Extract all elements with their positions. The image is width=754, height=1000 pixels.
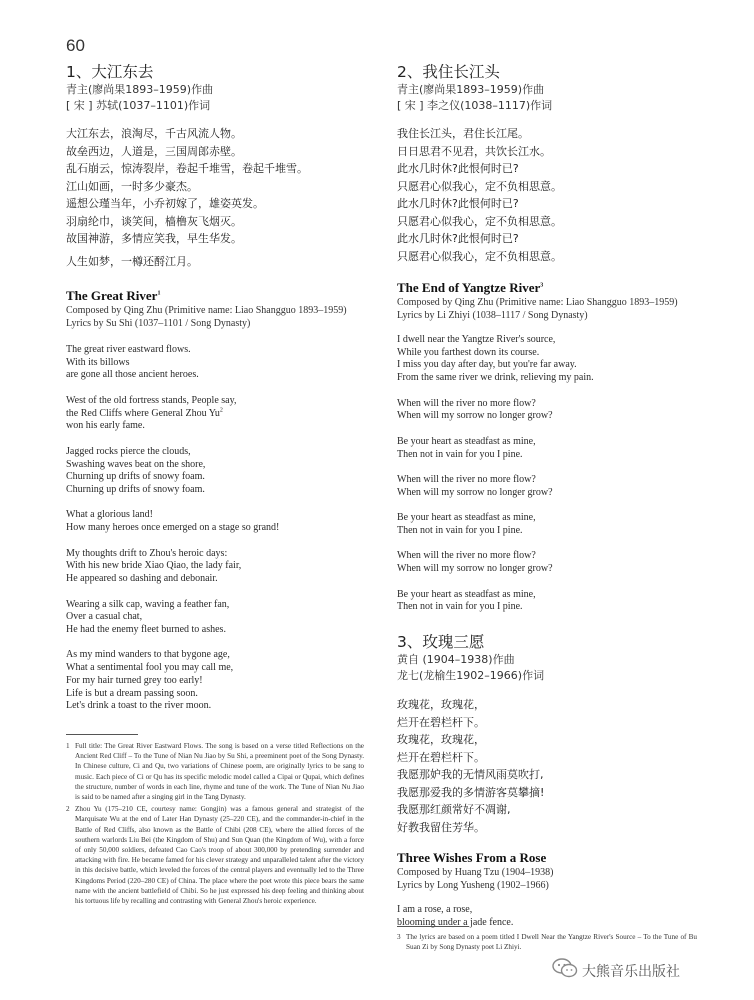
- cn-poem-line: 我愿那红颜常好不凋谢,: [397, 803, 511, 817]
- lyric-line: won his early fame.: [66, 420, 145, 432]
- lyric-line: The great river eastward flows.: [66, 344, 191, 355]
- cn-poem-line: 只愿君心似我心，定不负相思意。: [397, 214, 562, 228]
- cn-poem-line: 只愿君心似我心，定不负相思意。: [397, 179, 562, 193]
- right-column: [397, 62, 697, 942]
- song3-cn-poem: [397, 696, 697, 836]
- cn-poem-line: 羽扇纶巾，谈笑间，樯橹灰飞烟灭。: [66, 214, 242, 228]
- song2-en-title: [397, 280, 697, 296]
- song1-cn-composer: 青主(廖尚果1893–1959)作曲: [66, 83, 214, 96]
- lyric-line: are gone all those ancient heroes.: [66, 369, 199, 381]
- lyric-line: Jagged rocks pierce the clouds,: [66, 445, 191, 457]
- song1-en-title-text: The Great River: [66, 288, 158, 303]
- cn-poem-line: 烂开在碧栏杆下。: [397, 715, 485, 729]
- left-column: [66, 62, 366, 726]
- cn-poem-line: 只愿君心似我心，定不负相思意。: [397, 249, 562, 263]
- lyric-line: As my mind wanders to that bygone age,: [66, 649, 230, 661]
- publisher-watermark: [552, 958, 680, 983]
- lyric-line: When will the river no more flow?: [397, 397, 536, 409]
- cn-poem-line: 故垒西边，人道是，三国周郎赤壁。: [66, 144, 242, 158]
- lyric-line: Then not in vain for you I pine.: [397, 524, 523, 536]
- lyric-line: When will my sorrow no longer grow?: [397, 563, 553, 575]
- footnote-text: The lyrics are based on a poem titled I Dwell Near the Yangtze River's Source – To the Tune of Bu Suan Zi by Song Dynasty poet Li Zhiyi.: [406, 933, 697, 952]
- cn-poem-line: 此水几时休?此恨何时已?: [397, 197, 519, 210]
- cn-poem-line: 我愿那爱我的多情游客莫攀摘!: [397, 785, 545, 799]
- song2-cn-title: 2、我住长江头: [397, 63, 500, 81]
- song3-cn-title: 3、玫瑰三愿: [397, 633, 485, 652]
- lyric-line: When will the river no more flow?: [397, 474, 536, 486]
- footnote-number: 3: [397, 933, 401, 941]
- lyric-line: Then not in vain for you I pine.: [397, 601, 523, 613]
- stanza: [397, 589, 697, 614]
- cn-poem-line: 故国神游，多情应笑我，早生华发。: [66, 232, 242, 245]
- song2-en-composer: Composed by Qing Zhu (Primitive name: Liao Shangguo 1893–1959): [397, 297, 678, 308]
- stanza: [66, 446, 366, 497]
- song3-cn-composer: 黄自 (1904–1938)作曲: [397, 653, 515, 667]
- cn-poem-line: 玫瑰花，玫瑰花，: [397, 698, 485, 712]
- cn-poem-line: 此水几时休?此恨何时已?: [397, 162, 519, 175]
- song1-en-composer: Composed by Qing Zhu (Primitive name: Liao Shangguo 1893–1959): [66, 305, 347, 316]
- stanza: [66, 649, 366, 713]
- lyric-line: He had the enemy fleet burned to ashes.: [66, 623, 226, 635]
- footnote-3: [397, 932, 697, 952]
- lyric-line: When will my sorrow no longer grow?: [397, 486, 553, 498]
- cn-poem-line: 烂开在碧栏杆下。: [397, 750, 485, 764]
- song1-en-lyrics: [66, 344, 366, 713]
- cn-poem-line: 我愿那妒我的无情风雨莫吹打,: [397, 768, 544, 782]
- watermark-text: 大熊音乐出版社: [582, 963, 680, 980]
- lyric-line: I dwell near the Yangtze River's source,: [397, 334, 556, 345]
- lyric-line: Then not in vain for you I pine.: [397, 448, 523, 460]
- footnote-divider: [397, 926, 469, 927]
- cn-poem-line: 此水几时休?此恨何时已?: [397, 232, 519, 245]
- song3-en-lyricist: Lyrics by Long Yusheng (1902–1966): [397, 880, 549, 892]
- footnote-text: Full title: The Great River Eastward Flows. The song is based on a verse titled Reflections on the Ancient Red Cliff – To the Tune of Nian Nu Jiao by Su Shi, a preeminent poet of the Song Dynasty. In Chinese culture, Ci and Qu, two variations of Chinese poem, are originally lyrics to be sang to music. Each piece of Ci or Qu has its specific melodic model called a Cipai or Qupai, which defines the structure, number of words in each line, rhyme and tune of the work. The Tune of Nian Nu Jiao is said to be named after a singing girl in the Tang Dynasty.: [75, 742, 364, 802]
- cn-poem-line: 遥想公瑾当年，小乔初嫁了，雄姿英发。: [66, 197, 264, 210]
- footnote-ref-1: 1: [157, 290, 161, 297]
- footnote-number: 2: [66, 805, 70, 814]
- lyric-text: the Red Cliffs where General Zhou Yu: [66, 407, 220, 419]
- stanza: [397, 474, 697, 499]
- lyric-line: What a glorious land!: [66, 509, 153, 521]
- lyric-line: Churning up drifts of snowy foam.: [66, 483, 205, 495]
- lyric-line: Be your heart as steadfast as mine,: [397, 512, 536, 524]
- cn-poem-line: 好教我留住芳华。: [397, 820, 485, 834]
- lyric-line: When will my sorrow no longer grow?: [397, 410, 553, 422]
- cn-poem-line: 我住长江头，君住长江尾。: [397, 127, 529, 140]
- stanza: [66, 509, 366, 534]
- lyric-line: Swashing waves beat on the shore,: [66, 458, 206, 470]
- song1-cn-poem: [66, 125, 366, 270]
- footnote-divider: [66, 734, 138, 735]
- lyric-line: [66, 408, 366, 421]
- footnote-text: Zhou Yu (175–210 CE, courtesy name: Gongjin) was a famous general and strategist of the Marquisate Wu at the end of Later Han Dynasty (25–220 CE), and the commander-in-chief in the Battle of Red Cliffs, also known as the Battle of Chibi (208 CE), where the allied forces of the southern warlords Liu Bei (the Kingdom of Shu) and Sun Quan (the Kingdom of Wu), with a force of only 50,000 soldiers, defeated Cao Cao's troop of about 300,000 by pretending surrender and attacking with fire. He became famed for his clever strategy and unparalleled talent after the victory in this decisive battle, which leveled the forces of the central players and eventually led to the Three Kingdoms Period (220–280 CE) of China. The place where the poet wrote this piece bears the same name with the ancient battlefield of Chibi. So he just expressed his deep feeling and thinking about his tortuous life by recalling and contrasting with General Zhou's heroic experience.: [75, 805, 364, 906]
- lyric-line: My thoughts drift to Zhou's heroic days:: [66, 547, 228, 559]
- stanza: [66, 395, 366, 433]
- stanza: [66, 599, 366, 637]
- page-number: 60: [66, 36, 85, 55]
- song3-en-composer: Composed by Huang Tzu (1904–1938): [397, 867, 554, 879]
- lyric-line: West of the old fortress stands, People say,: [66, 394, 237, 406]
- footnote-ref-3: 3: [540, 282, 544, 289]
- cn-poem-line: 人生如梦，一樽还酹江月。: [66, 254, 198, 268]
- lyric-line: From the same river we drink, relieving my pain.: [397, 372, 594, 384]
- lyric-line: I miss you day after day, but you're far away.: [397, 359, 577, 371]
- lyric-line: Over a casual chat,: [66, 611, 143, 623]
- lyric-line: I am a rose, a rose,: [397, 904, 473, 916]
- lyric-line: Be your heart as steadfast as mine,: [397, 588, 536, 600]
- song1-cn-lyricist: [ 宋 ] 苏轼(1037–1101)作词: [66, 99, 211, 112]
- footnote-ref-2: 2: [219, 407, 223, 414]
- stanza: [397, 550, 697, 575]
- footnote-number: 1: [66, 742, 70, 750]
- song2-cn-lyricist: [ 宋 ] 李之仪(1038–1117)作词: [397, 99, 553, 112]
- lyric-line: With his new bride Xiao Qiao, the lady fair,: [66, 560, 242, 572]
- lyric-line: blooming under a jade fence.: [397, 916, 514, 928]
- lyric-line: He appeared so dashing and debonair.: [66, 573, 218, 585]
- song2-cn-composer: 青主(廖尚果1893–1959)作曲: [397, 83, 545, 96]
- footnote-1: [66, 741, 364, 802]
- lyric-line: Let's drink a toast to the river moon.: [66, 700, 212, 712]
- song2-en-lyrics: [397, 334, 697, 614]
- lyric-line: Life is but a dream passing soon.: [66, 687, 198, 699]
- lyric-line: Wearing a silk cap, waving a feather fan,: [66, 598, 230, 610]
- song1-en-lyricist: Lyrics by Su Shi (1037–1101 / Song Dynasty): [66, 318, 251, 329]
- lyric-line: How many heroes once emerged on a stage so grand!: [66, 522, 280, 534]
- lyric-line: When will the river no more flow?: [397, 550, 536, 562]
- lyric-line: Churning up drifts of snowy foam.: [66, 471, 205, 483]
- right-footnotes: [397, 932, 697, 954]
- stanza: [66, 548, 366, 586]
- left-footnotes: [66, 741, 364, 908]
- stanza: [397, 334, 697, 385]
- lyric-line: While you farthest down its course.: [397, 346, 540, 358]
- song2-en-title-text: The End of Yangtze River: [397, 280, 541, 295]
- cn-poem-line: 大江东去，浪淘尽，千古风流人物。: [66, 127, 242, 140]
- stanza: [397, 436, 697, 461]
- cn-poem-line: 玫瑰花，玫瑰花，: [397, 733, 485, 747]
- song1-cn-title: 1、大江东去: [66, 63, 154, 81]
- wechat-icon: [552, 958, 578, 983]
- song2-cn-poem: [397, 125, 697, 265]
- footnote-2: [66, 804, 364, 906]
- stanza: [397, 398, 697, 423]
- stanza: [66, 344, 366, 382]
- lyric-line: For my hair turned grey too early!: [66, 674, 203, 686]
- song3-cn-lyricist: 龙七(龙榆生1902–1966)作词: [397, 669, 545, 683]
- song3-en-title: Three Wishes From a Rose: [397, 850, 547, 866]
- lyric-line: Be your heart as steadfast as mine,: [397, 435, 536, 447]
- lyric-line: What a sentimental fool you may call me,: [66, 662, 234, 674]
- cn-poem-line: 乱石崩云，惊涛裂岸，卷起千堆雪，卷起千堆雪。: [66, 162, 308, 175]
- cn-poem-line: 日日思君不见君，共饮长江水。: [397, 144, 551, 158]
- song2-en-lyricist: Lyrics by Li Zhiyi (1038–1117 / Song Dynasty): [397, 310, 588, 321]
- stanza: [397, 512, 697, 537]
- lyric-line: With its billows: [66, 356, 130, 368]
- song1-en-title: [66, 288, 366, 304]
- cn-poem-line: 江山如画，一时多少豪杰。: [66, 179, 198, 193]
